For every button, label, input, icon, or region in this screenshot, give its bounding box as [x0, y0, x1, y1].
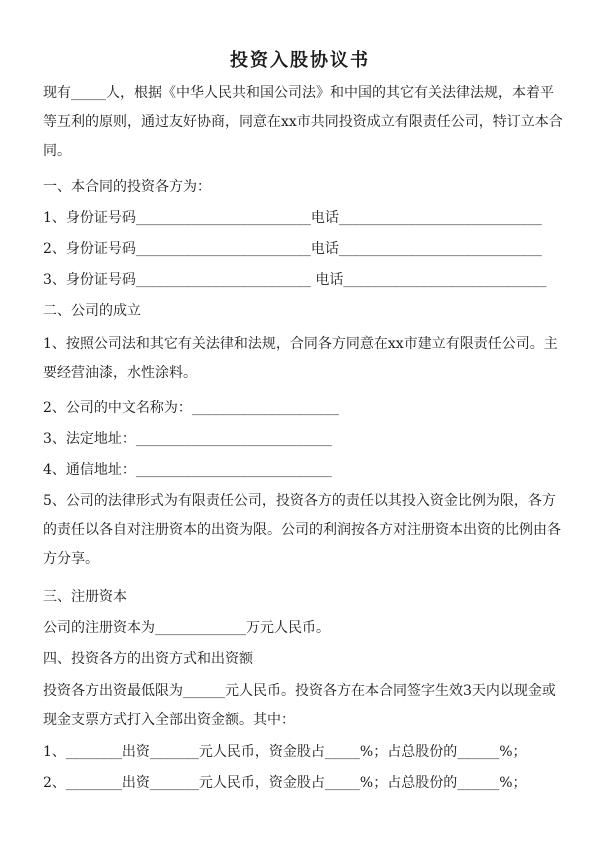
section-3-heading: 三、注册资本 [43, 589, 127, 605]
section-2-item-5: 5、公司的法律形式为有限责任公司，投资各方的责任以其投入资金比例为限，各方的责任以各自对注册资本的出资为限。公司的利润按各方对注册资本出资的比例由各方分享。 [43, 493, 561, 567]
section-3-body: 公司的注册资本为_____________万元人民币。 [43, 620, 330, 636]
section-1-heading: 一、本合同的投资各方为： [43, 179, 211, 195]
preamble-paragraph: 现有_____人，根据《中华人民共和国公司法》和中国的其它有关法律法规，本着平等互利的原则，通过友好协商，同意在xx市共同投资成立有限责任公司，特订立本合同。 [43, 85, 563, 159]
section-2-item-3: 3、法定地址：____________________________ [43, 431, 332, 447]
contribution-line-2: 2、________出资_______元人民币，资金股占_____%；占总股份的______%； [43, 775, 527, 791]
section-4-heading: 四、投资各方的出资方式和出资额 [43, 651, 253, 667]
investor-line-3: 3、身份证号码_________________________ 电话_____________________________ [43, 272, 547, 288]
investor-line-1: 1、身份证号码_________________________电话_____________________________ [43, 210, 542, 226]
section-2-item-1: 1、按照公司法和其它有关法律和法规，合同各方同意在xx市建立有限责任公司。主要经营油漆，水性涂料。 [43, 336, 558, 381]
section-2-heading: 二、公司的成立 [43, 303, 141, 319]
document-title: 投资入股协议书 [230, 50, 370, 71]
contribution-line-1: 1、________出资_______元人民币，资金股占_____%；占总股份的______%； [43, 744, 527, 760]
investor-line-2: 2、身份证号码_________________________电话_____________________________ [43, 241, 542, 257]
section-2-item-4: 4、通信地址：____________________________ [43, 462, 332, 478]
section-2-item-2: 2、公司的中文名称为：_____________________ [43, 400, 339, 416]
section-4-body: 投资各方出资最低限为______元人民币。投资各方在本合同签字生效3天内以现金或现金支票方式打入全部出资金额。其中： [43, 683, 556, 728]
